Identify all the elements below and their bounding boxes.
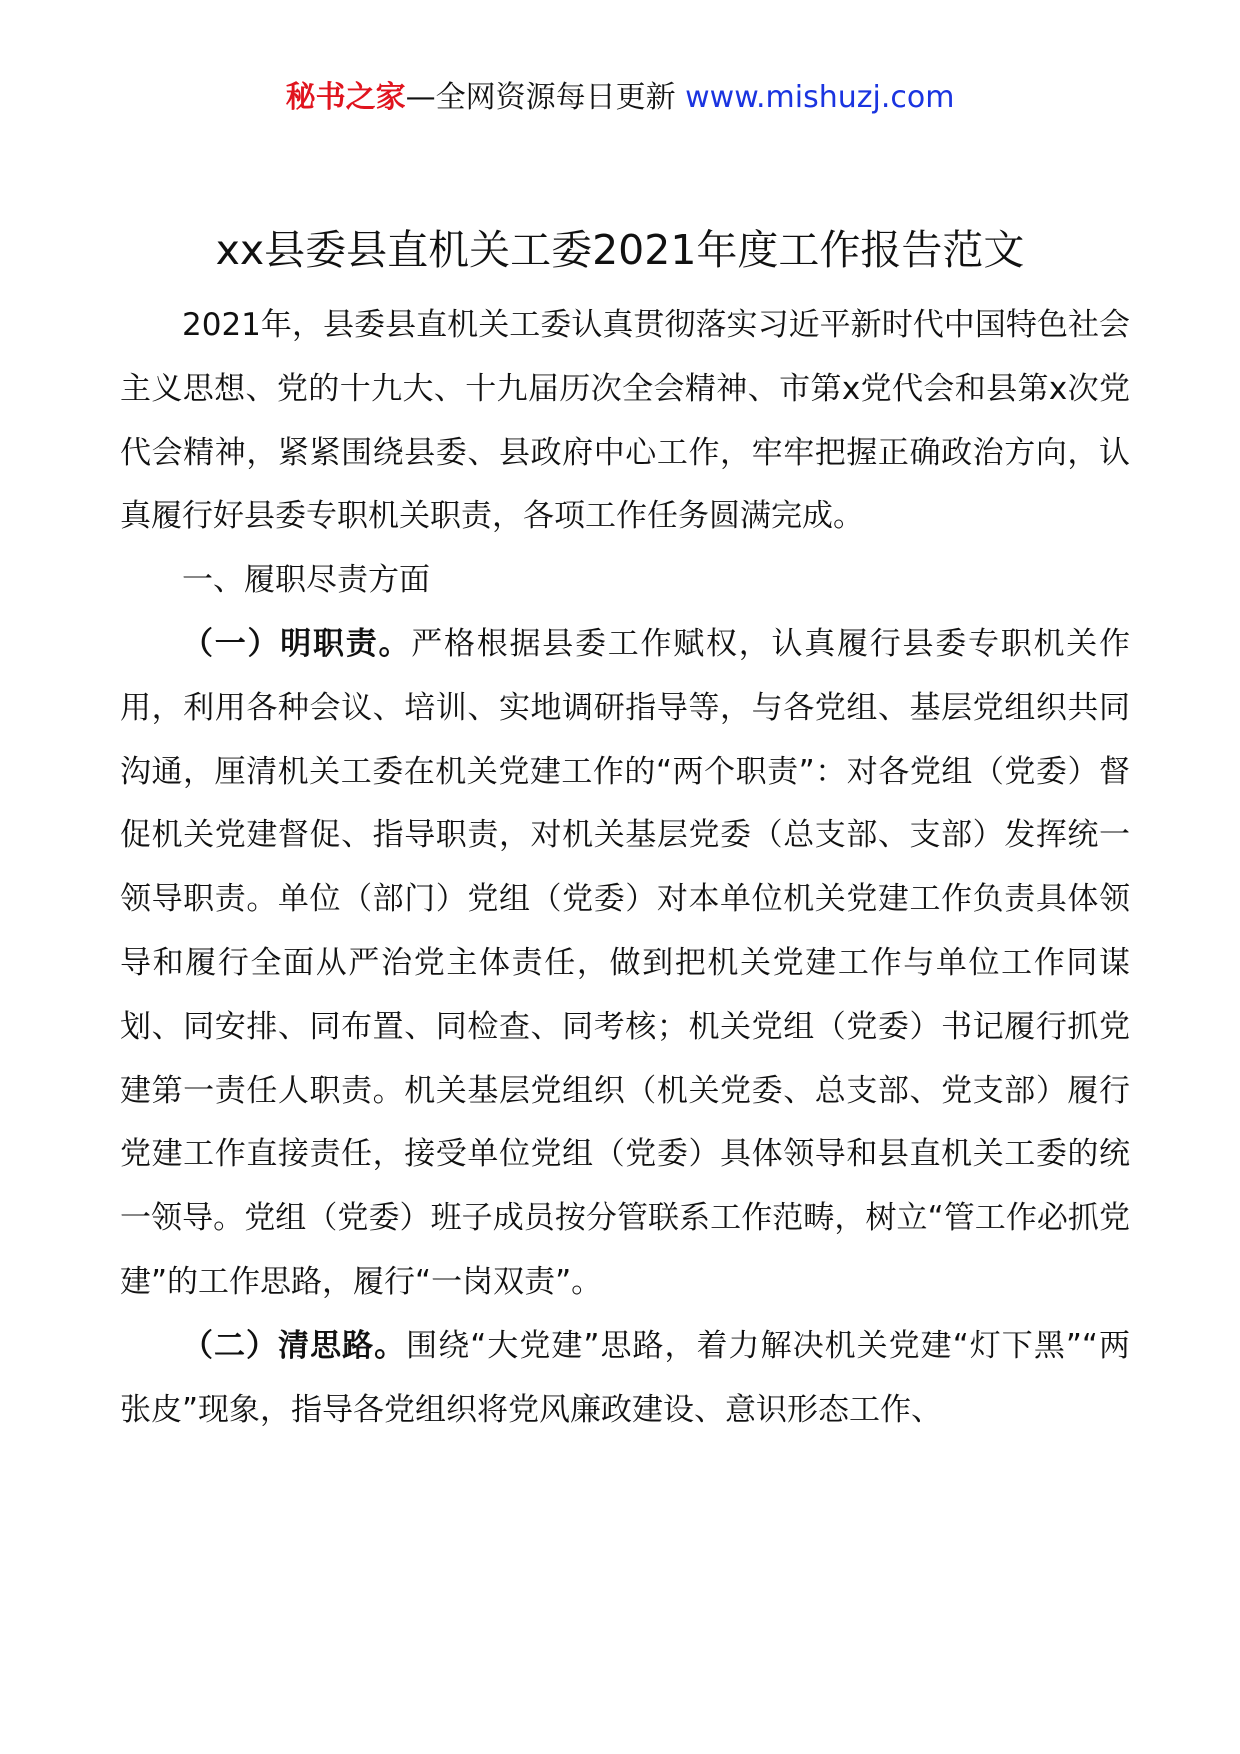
intro-paragraph: 2021年，县委县直机关工委认真贯彻落实习近平新时代中国特色社会主义思想、党的十九大、十九届历次全会精神、市第x党代会和县第x次党代会精神，紧紧围绕县委、县政府中心工作，牢牢把握正确政治方向，认真履行好县委专职机关职责，各项工作任务圆满完成。: [120, 307, 1130, 535]
document-body: [120, 294, 1130, 1442]
site-url-link[interactable]: www.mishuzj.com: [685, 80, 955, 115]
site-tagline: —全网资源每日更新: [405, 80, 676, 115]
item-1-text: 严格根据县委工作赋权，认真履行县委专职机关作用，利用各种会议、培训、实地调研指导等，与各党组、基层党组织共同沟通，厘清机关工委在机关党建工作的“两个职责”：对各党组（党委）督促机关党建督促、指导职责，对机关基层党委（总支部、支部）发挥统一领导职责。单位（部门）党组（党委）对本单位机关党建工作负责具体领导和履行全面从严治党主体责任，做到把机关党建工作与单位工作同谋划、同安排、同布置、同检查、同考核；机关党组（党委）书记履行抓党建第一责任人职责。机关基层党组织（机关党委、总支部、党支部）履行党建工作直接责任，接受单位党组（党委）具体领导和县直机关工委的统一领导。党组（党委）班子成员按分管联系工作范畴，树立“管工作必抓党建”的工作思路，履行“一岗双责”。: [120, 625, 1130, 1300]
site-brand-name: 秘书之家: [285, 80, 406, 115]
paragraph-item-1: [120, 613, 1130, 1315]
item-2-text: 围绕“大党建”思路，着力解决机关党建“灯下黑”“两张皮”现象，指导各党组织将党风廉政建设、意识形态工作、: [120, 1327, 1130, 1428]
document-title: xx县委县直机关工委2021年度工作报告范文: [215, 226, 1025, 274]
section-heading: 一、履职尽责方面: [182, 562, 430, 599]
item-2-label: （二）清思路。: [182, 1327, 407, 1364]
site-banner: [0, 76, 1240, 120]
paragraph-item-2: [120, 1315, 1130, 1443]
item-1-label: （一）明职责。: [182, 625, 412, 662]
